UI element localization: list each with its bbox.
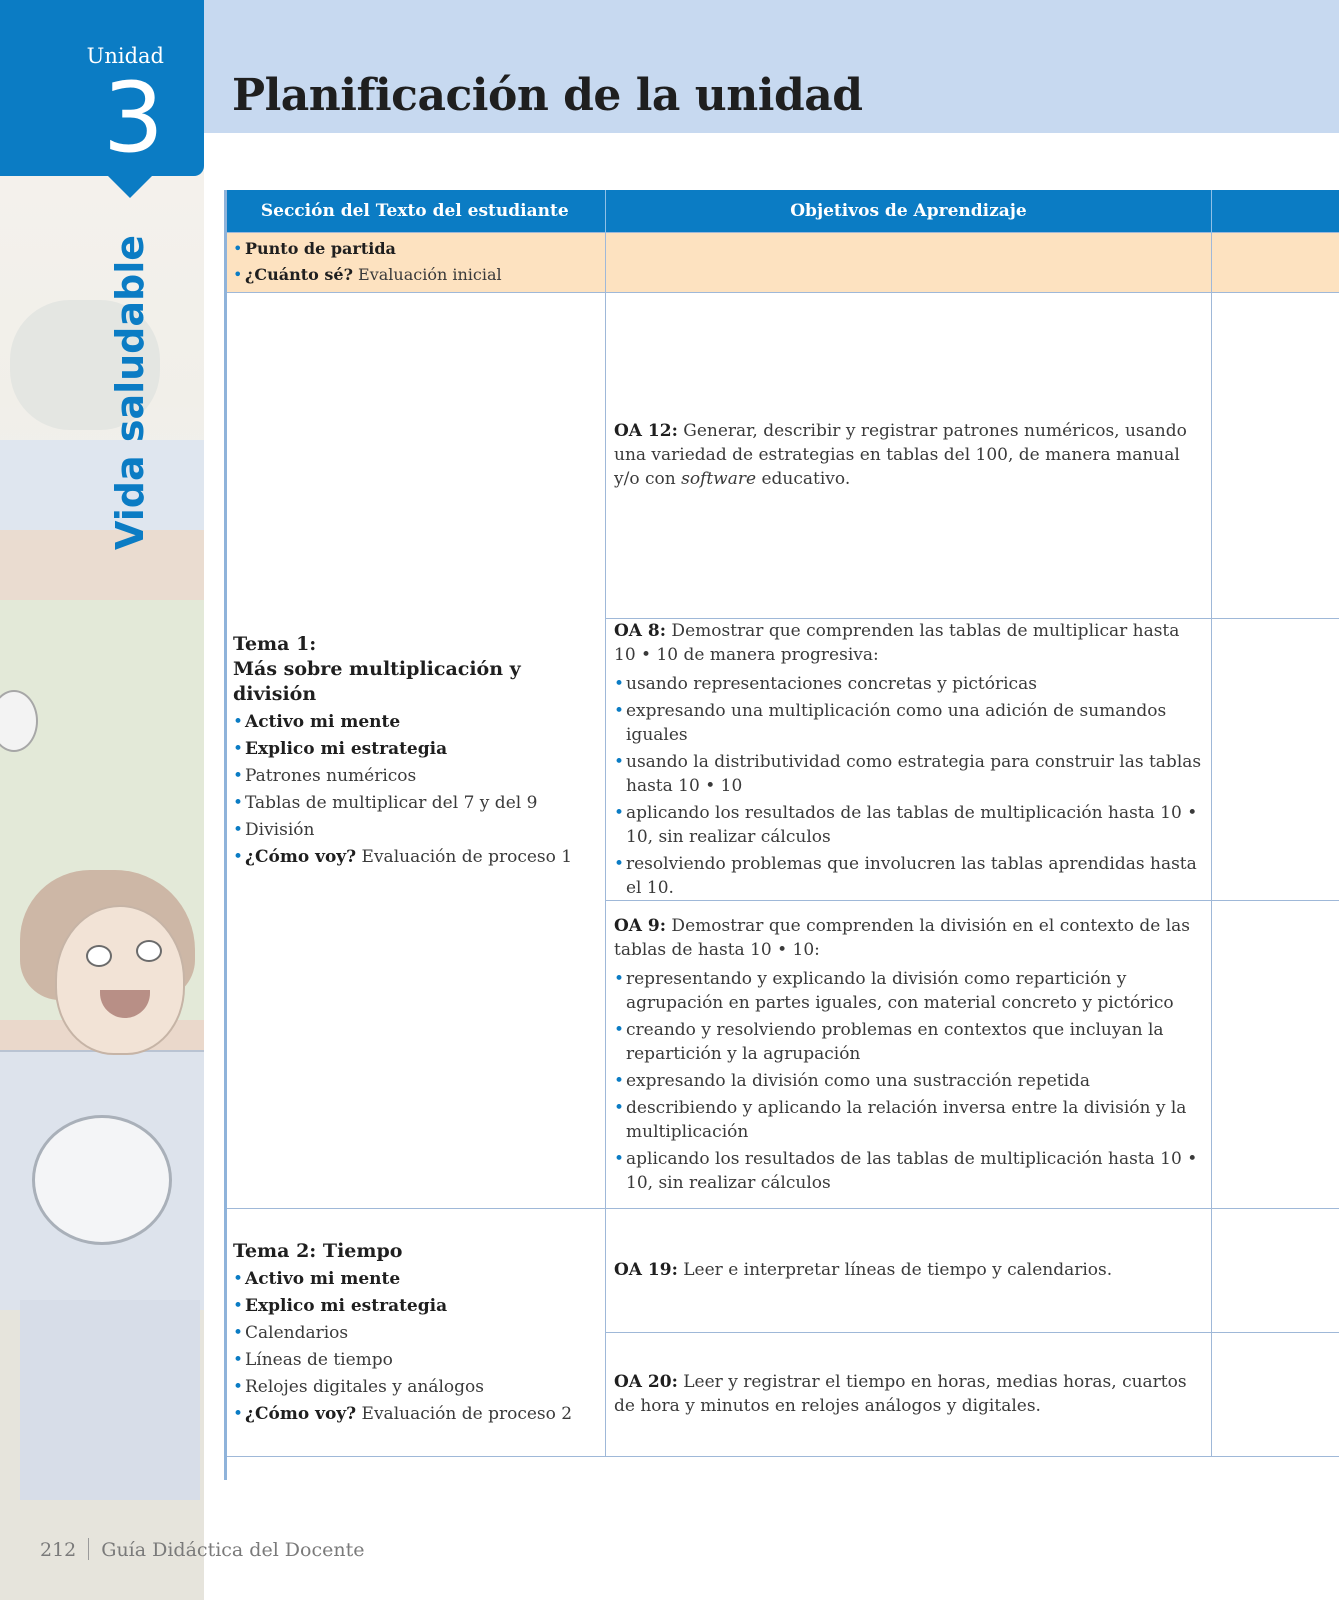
item-bold: Punto de partida	[245, 239, 396, 258]
footer-divider	[88, 1538, 89, 1560]
oa9-extra-cell	[1212, 900, 1339, 1208]
list-item	[233, 1321, 597, 1345]
unit-theme-title: Vida saludable	[108, 234, 152, 550]
list-item	[233, 1348, 597, 1372]
oa-bullet: • expresando una multiplicación como una adición de sumandos iguales	[614, 699, 1203, 747]
start-section-cell	[225, 232, 606, 292]
list-item	[233, 791, 597, 815]
oa19-cell	[606, 1208, 1212, 1332]
oa12-cell	[606, 292, 1212, 618]
unit-tab	[0, 0, 204, 176]
item-bold: Explico mi estrategia	[245, 1295, 448, 1316]
oa8-text	[614, 619, 1203, 667]
volleyball-icon	[32, 1115, 172, 1245]
oa-text: Generar, describir y registrar patrones numéricos, usando una variedad de estrategias en tablas del 100, de manera manual y/o con	[614, 421, 1187, 489]
item-bold: Explico mi estrategia	[245, 738, 448, 759]
oa20-extra-cell	[1212, 1332, 1339, 1456]
side-illustration	[0, 0, 204, 1600]
unit-label: Unidad	[86, 44, 164, 68]
tema1-section-cell	[225, 292, 606, 1208]
oa-bullet: • creando y resolviendo problemas en contextos que incluyan la repartición y la agrupación	[614, 1018, 1203, 1066]
item-text: Calendarios	[245, 1322, 349, 1343]
tema1-title-line1: Tema 1:	[233, 632, 317, 655]
oa-code: OA 20:	[614, 1372, 678, 1392]
item-text: Evaluación de proceso 2	[356, 1403, 573, 1424]
oa-text: Leer y registrar el tiempo en horas, medias horas, cuartos de hora y minutos en relojes análogos y digitales.	[614, 1372, 1187, 1416]
list-item	[233, 1294, 597, 1318]
list-item	[233, 737, 597, 761]
oa19-text	[614, 1258, 1203, 1282]
oa-bullet: • expresando la división como una sustracción repetida	[614, 1069, 1203, 1093]
start-extra-cell	[1212, 232, 1339, 292]
page-number: 212	[40, 1539, 77, 1561]
boy-face	[55, 905, 185, 1055]
oa8-extra-cell	[1212, 618, 1339, 900]
list-item	[233, 710, 597, 734]
boy-pants	[20, 1300, 200, 1500]
guide-title: Guía Didáctica del Docente	[101, 1539, 365, 1561]
item-bold: ¿Cómo voy?	[245, 1403, 357, 1424]
oa-text: educativo.	[756, 469, 851, 489]
list-item	[233, 764, 597, 788]
oa-code: OA 9:	[614, 915, 667, 936]
page-footer	[40, 1538, 364, 1561]
list-item	[233, 262, 597, 288]
oa-italic: software	[681, 469, 757, 489]
oa-text: Demostrar que comprenden la división en el contexto de las tablas de hasta 10 • 10:	[614, 915, 1191, 960]
item-text: Relojes digitales y análogos	[245, 1376, 484, 1397]
sky-shape	[0, 440, 204, 530]
list-item	[233, 1267, 597, 1291]
boy-eye	[86, 945, 112, 967]
table-row-start	[225, 232, 1339, 292]
item-bold: Activo mi mente	[245, 711, 401, 732]
planning-table	[224, 190, 1339, 1457]
oa-bullet: • resolviendo problemas que involucren las tablas aprendidas hasta el 10.	[614, 852, 1203, 900]
tema1-title-line2: Más sobre multiplicación y división	[233, 657, 521, 705]
fence-shape	[0, 530, 204, 600]
table-row-oa12	[225, 292, 1339, 618]
oa-text: Demostrar que comprenden las tablas de multiplicar hasta 10 • 10 de manera progresiva:	[614, 620, 1180, 665]
oa8-cell	[606, 618, 1212, 900]
oa-bullet: • usando la distributividad como estrategia para construir las tablas hasta 10 • 10	[614, 750, 1203, 798]
oa20-cell	[606, 1332, 1212, 1456]
table-row-oa19	[225, 1208, 1339, 1332]
oa19-extra-cell	[1212, 1208, 1339, 1332]
oa-bullet: • aplicando los resultados de las tablas de multiplicación hasta 10 • 10, sin realizar cálculos	[614, 801, 1203, 849]
header-extra	[1212, 190, 1339, 232]
list-item	[233, 845, 597, 869]
list-item	[233, 236, 597, 262]
table-left-border	[224, 190, 227, 1480]
list-item	[233, 1375, 597, 1399]
unit-number: 3	[102, 62, 164, 174]
table-header-row	[225, 190, 1339, 232]
oa20-text	[614, 1370, 1203, 1418]
item-text: Tablas de multiplicar del 7 y del 9	[245, 792, 538, 813]
list-item	[233, 818, 597, 842]
item-text: División	[245, 819, 315, 840]
oa12-extra-cell	[1212, 292, 1339, 618]
page-title: Planificación de la unidad	[232, 70, 863, 121]
item-text: Evaluación inicial	[352, 265, 502, 284]
list-item	[233, 1402, 597, 1426]
start-objectives-cell	[606, 232, 1212, 292]
oa12-text	[614, 419, 1203, 491]
item-bold: Activo mi mente	[245, 1268, 401, 1289]
item-text: Evaluación de proceso 1	[356, 846, 573, 867]
header-objectives: Objetivos de Aprendizaje	[606, 190, 1212, 232]
oa-bullet: • describiendo y aplicando la relación inversa entre la división y la multiplicación	[614, 1096, 1203, 1144]
oa-bullet: • aplicando los resultados de las tablas de multiplicación hasta 10 • 10, sin realizar cálculos	[614, 1147, 1203, 1195]
oa-code: OA 19:	[614, 1260, 678, 1280]
oa-bullet: • usando representaciones concretas y pictóricas	[614, 672, 1203, 696]
item-text: Patrones numéricos	[245, 765, 417, 786]
item-bold: ¿Cuánto sé?	[245, 265, 353, 284]
boy-eye	[136, 940, 162, 962]
oa-bullet: • representando y explicando la división como repartición y agrupación en partes iguales, con material concreto y pictórico	[614, 967, 1203, 1015]
header-section: Sección del Texto del estudiante	[225, 190, 606, 232]
tema2-title: Tema 2: Tiempo	[233, 1239, 403, 1262]
oa-code: OA 12:	[614, 421, 678, 441]
oa-code: OA 8:	[614, 620, 667, 641]
oa-text: Leer e interpretar líneas de tiempo y calendarios.	[677, 1260, 1113, 1280]
oa9-text	[614, 914, 1203, 962]
oa9-cell	[606, 900, 1212, 1208]
item-text: Líneas de tiempo	[245, 1349, 393, 1370]
item-bold: ¿Cómo voy?	[245, 846, 357, 867]
tema2-section-cell	[225, 1208, 606, 1456]
